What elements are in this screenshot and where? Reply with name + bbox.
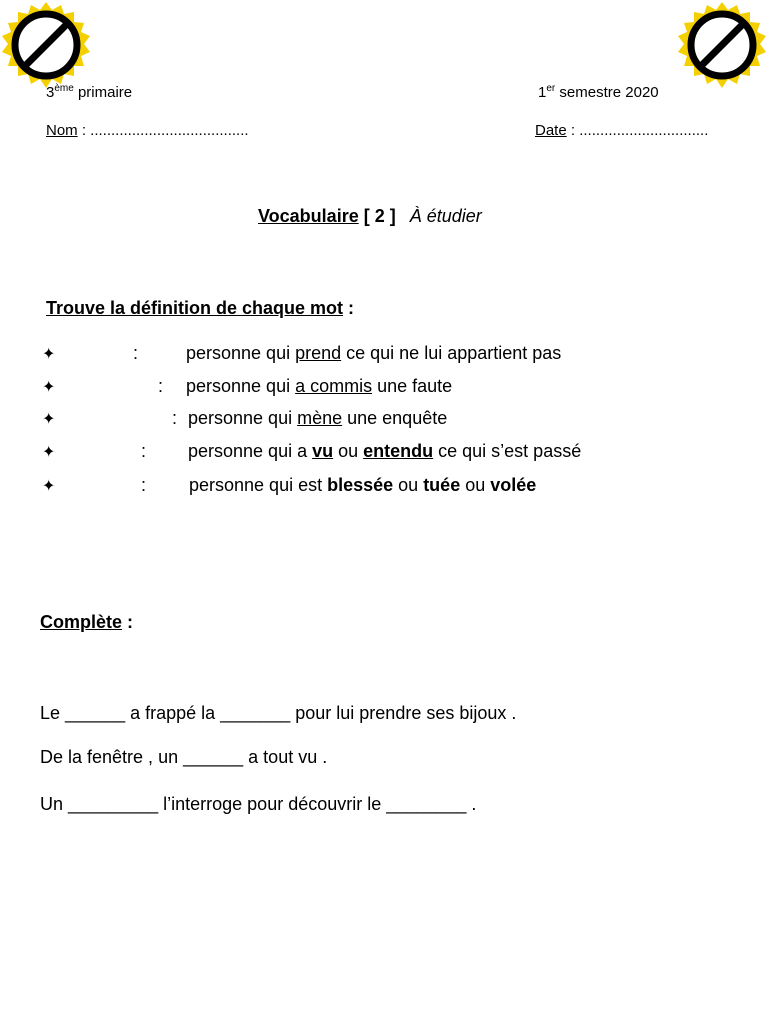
blank: _______	[220, 703, 291, 723]
complete-heading: Complète :	[40, 612, 134, 632]
semester: 1er semestre 2020	[538, 83, 659, 101]
definition-item: personne qui mène une enquête	[188, 408, 448, 428]
definition-colon: :	[158, 376, 164, 396]
blank: ______	[65, 703, 126, 723]
fill-in-sentence: Un _________ l’interroge pour découvrir le ________ .	[40, 794, 477, 814]
definition-colon: :	[172, 408, 178, 428]
blank: ______	[183, 747, 244, 767]
bullet-icon: ✦	[42, 346, 56, 363]
bullet-icon: ✦	[42, 411, 56, 428]
prohibited-sign-icon	[0, 0, 92, 92]
grade-level: 3ème primaire	[46, 83, 133, 101]
page-title: Vocabulaire [ 2 ] À étudier	[258, 206, 482, 226]
fill-in-sentence: Le ______ a frappé la _______ pour lui prendre ses bijoux .	[40, 703, 517, 723]
bullet-icon: ✦	[42, 444, 56, 461]
name-field: Nom : ......................................	[46, 122, 249, 139]
blank: _________	[68, 794, 159, 814]
definition-item: personne qui a vu ou entendu ce qui s’est passé	[188, 441, 582, 461]
date-field: Date : ...............................	[535, 122, 709, 139]
definition-colon: :	[141, 475, 147, 495]
blank: ________	[386, 794, 467, 814]
instruction-heading: Trouve la définition de chaque mot :	[46, 298, 355, 318]
bullet-icon: ✦	[42, 478, 56, 495]
definition-item: personne qui est blessée ou tuée ou volée	[189, 475, 537, 495]
bullet-icon: ✦	[42, 379, 56, 396]
definition-item: personne qui prend ce qui ne lui appartient pas	[186, 343, 562, 363]
definition-item: personne qui a commis une faute	[186, 376, 453, 396]
prohibited-sign-icon	[676, 0, 768, 92]
definition-colon: :	[141, 441, 147, 461]
definition-colon: :	[133, 343, 139, 363]
fill-in-sentence: De la fenêtre , un ______ a tout vu .	[40, 747, 328, 767]
